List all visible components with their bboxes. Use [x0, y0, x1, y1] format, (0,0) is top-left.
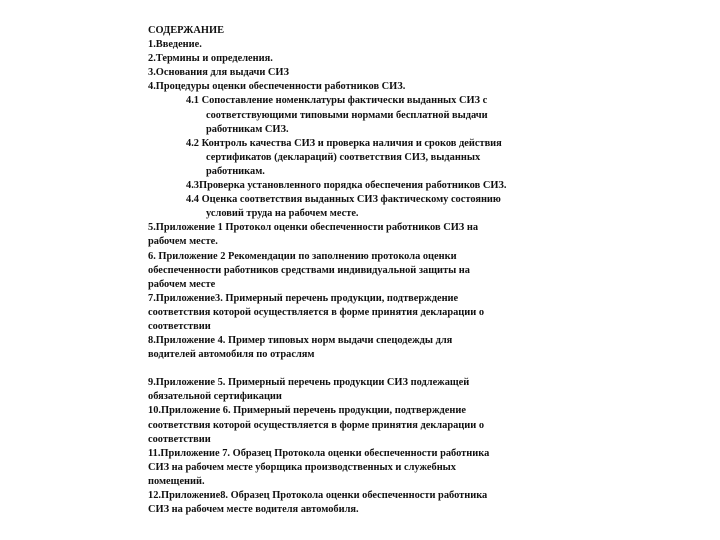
toc-item-6-cont: рабочем месте	[148, 278, 216, 290]
toc-item-8: 8.Приложение 4. Пример типовых норм выдачи спецодежды для	[148, 335, 453, 347]
toc-item-4-2-cont: работникам.	[206, 165, 265, 177]
toc-item-4-4: 4.4 Оценка соответствия выданных СИЗ фактическому состоянию	[186, 194, 501, 206]
toc-item-10-cont: соответствии	[148, 433, 211, 445]
toc-item-11-cont: СИЗ на рабочем месте уборщика производственных и служебных	[148, 461, 456, 473]
toc-item-4-1-cont: соответствующими типовыми нормами бесплатной выдачи	[206, 109, 488, 121]
toc-item-9-cont: обязательной сертификации	[148, 391, 282, 403]
toc-item-4-2: 4.2 Контроль качества СИЗ и проверка наличия и сроков действия	[186, 137, 502, 149]
toc-item-7: 7.Приложение3. Примерный перечень продукции, подтверждение	[148, 292, 459, 304]
toc-item-1: 1.Введение.	[148, 39, 202, 51]
toc-item-8-cont: водителей автомобиля по отраслям	[148, 349, 315, 361]
table-of-contents	[148, 24, 568, 517]
toc-item-10: 10.Приложение 6. Примерный перечень продукции, подтверждение	[148, 405, 466, 417]
toc-item-5: 5.Приложение 1 Протокол оценки обеспеченности работников СИЗ на	[148, 222, 479, 234]
toc-item-4-2-cont: сертификатов (деклараций) соответствия СИЗ, выданных	[206, 151, 481, 163]
spacer	[148, 362, 568, 376]
toc-item-6-cont: обеспеченности работников средствами индивидуальной защиты на	[148, 264, 470, 276]
toc-item-4-1: 4.1 Сопоставление номенклатуры фактически выданных СИЗ с	[186, 95, 488, 107]
toc-item-7-cont: соответствии	[148, 320, 211, 332]
toc-item-3: 3.Основания для выдачи СИЗ	[148, 67, 289, 79]
toc-item-12: 12.Приложение8. Образец Протокола оценки обеспеченности работника	[148, 490, 488, 501]
toc-item-12-cont: СИЗ на рабочем месте водителя автомобиля.	[148, 504, 359, 516]
toc-item-4-4-cont: условий труда на рабочем месте.	[206, 208, 359, 220]
toc-item-7-cont: соответствия которой осуществляется в форме принятия декларации о	[148, 306, 485, 318]
toc-item-11-cont: помещений.	[148, 475, 205, 487]
toc-item-10-cont: соответствия которой осуществляется в форме принятия декларации о	[148, 419, 485, 431]
toc-item-4-3: 4.3Проверка установленного порядка обеспечения работников СИЗ.	[186, 180, 507, 192]
toc-item-11: 11.Приложение 7. Образец Протокола оценки обеспеченности работника	[148, 447, 490, 459]
toc-item-6: 6. Приложение 2 Рекомендации по заполнению протокола оценки	[148, 250, 457, 262]
toc-item-2: 2.Термины и определения.	[148, 53, 273, 65]
toc-title: СОДЕРЖАНИЕ	[148, 25, 225, 36]
toc-item-4: 4.Процедуры оценки обеспеченности работников СИЗ.	[148, 81, 406, 93]
toc-item-4-1-cont: работникам СИЗ.	[206, 123, 289, 135]
toc-item-9: 9.Приложение 5. Примерный перечень продукции СИЗ подлежащей	[148, 377, 470, 389]
toc-item-5-cont: рабочем месте.	[148, 236, 218, 248]
